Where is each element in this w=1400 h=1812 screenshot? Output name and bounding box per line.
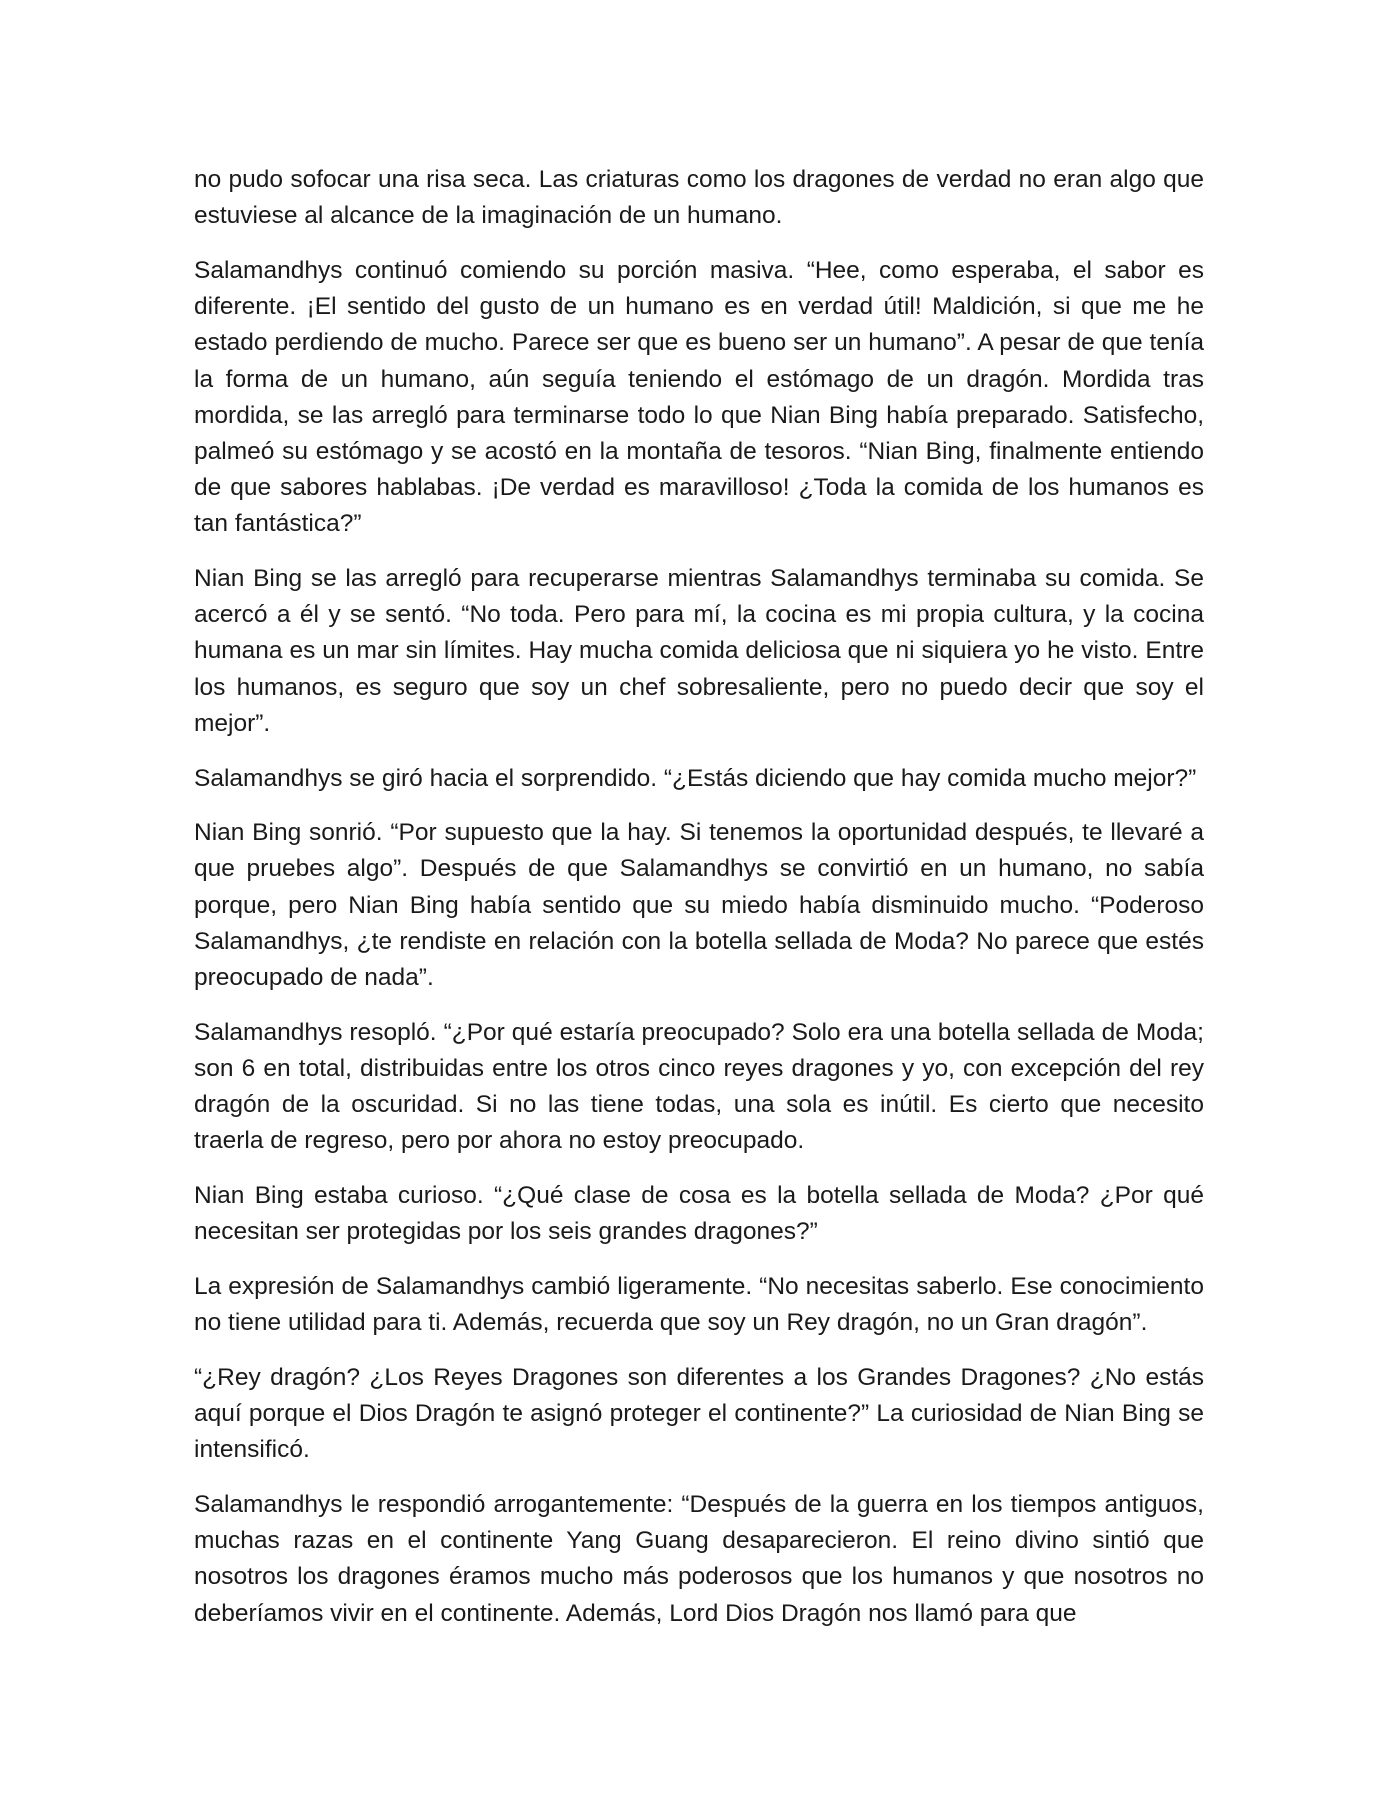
paragraph: Nian Bing sonrió. “Por supuesto que la hay. Si tenemos la oportunidad después, te llevaré a que pruebes algo”. Después de que Salamandhys se convirtió en un humano, no sabía porque, pero Nian Bing había sentido que su miedo había disminuido mucho. “Poderoso Salamandhys, ¿te rendiste en relación con la botella sellada de Moda? No parece que estés preocupado de nada”. (194, 819, 1204, 992)
paragraph: “¿Rey dragón? ¿Los Reyes Dragones son diferentes a los Grandes Dragones? ¿No estás aquí porque el Dios Dragón te asignó proteger el continente?” La curiosidad de Nian Bing se intensificó. (194, 1363, 1204, 1464)
document-body (194, 162, 1204, 1650)
paragraph: Salamandhys resopló. “¿Por qué estaría preocupado? Solo era una botella sellada de Moda; son 6 en total, distribuidas entre los otros cinco reyes dragones y yo, con excepción del rey dragón de la oscuridad. Si no las tiene todas, una sola es inútil. Es cierto que necesito traerla de regreso, pero por ahora no estoy preocupado. (194, 1018, 1204, 1155)
paragraph: La expresión de Salamandhys cambió ligeramente. “No necesitas saberlo. Ese conocimiento no tiene utilidad para ti. Además, recuerda que soy un Rey dragón, no un Gran dragón”. (194, 1272, 1204, 1337)
paragraph: Nian Bing estaba curioso. “¿Qué clase de cosa es la botella sellada de Moda? ¿Por qué necesitan ser protegidas por los seis grandes dragones?” (194, 1182, 1204, 1246)
paragraph: no pudo sofocar una risa seca. Las criaturas como los dragones de verdad no eran algo que estuviese al alcance de la imaginación de un humano. (194, 166, 1204, 230)
paragraph: Salamandhys continuó comiendo su porción masiva. “Hee, como esperaba, el sabor es diferente. ¡El sentido del gusto de un humano es en verdad útil! Maldición, si que me he estado perdiendo de mucho. Parece ser que es bueno ser un humano”. A pesar de que tenía la forma de un humano, aún seguía teniendo el estómago de un dragón. Mordida tras mordida, se las arregló para terminarse todo lo que Nian Bing había preparado. Satisfecho, palmeó su estómago y se acostó en la montaña de tesoros. “Nian Bing, finalmente entiendo de que sabores hablabas. ¡De verdad es maravilloso! ¿Toda la comida de los humanos es tan fantástica?” (194, 256, 1204, 538)
paragraph: Salamandhys le respondió arrogantemente: “Después de la guerra en los tiempos antiguos, muchas razas en el continente Yang Guang desaparecieron. El reino divino sintió que nosotros los dragones éramos mucho más poderosos que los humanos y que nosotros no deberíamos vivir en el continente. Además, Lord Dios Dragón nos llamó para que (194, 1491, 1204, 1627)
paragraph: Nian Bing se las arregló para recuperarse mientras Salamandhys terminaba su comida. Se acercó a él y se sentó. “No toda. Pero para mí, la cocina es mi propia cultura, y la cocina humana es un mar sin límites. Hay mucha comida deliciosa que ni siquiera yo he visto. Entre los humanos, es seguro que soy un chef sobresaliente, pero no puedo decir que soy el mejor”. (194, 565, 1204, 737)
paragraph: Salamandhys se giró hacia el sorprendido. “¿Estás diciendo que hay comida mucho mejor?” (194, 764, 1197, 792)
